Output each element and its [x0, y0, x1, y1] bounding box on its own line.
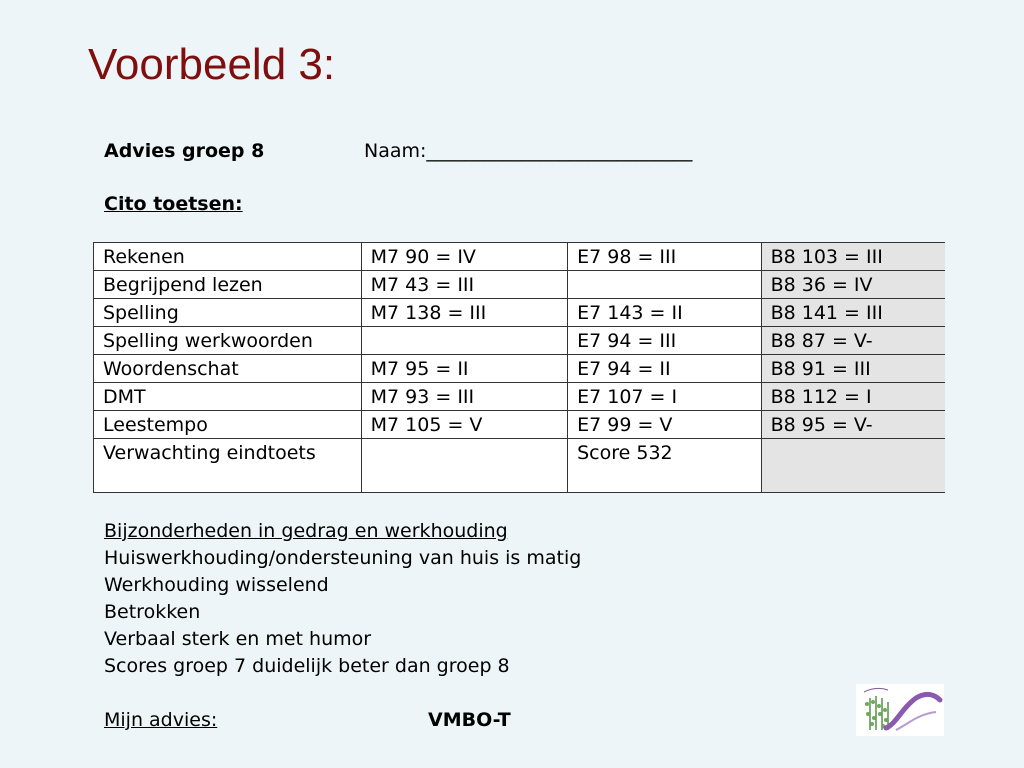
table-cell: Rekenen: [94, 243, 362, 271]
table-cell: B8 87 = V-: [761, 327, 945, 355]
table-row: [94, 299, 946, 327]
table-cell: E7 107 = I: [568, 383, 761, 411]
table-cell: DMT: [94, 383, 362, 411]
table-cell: B8 103 = III: [761, 243, 945, 271]
table-row: [94, 411, 946, 439]
table-cell: Verwachting eindtoets: [94, 439, 362, 493]
table-cell: [361, 327, 567, 355]
cito-table: [93, 242, 945, 493]
list-item: Betrokken: [104, 601, 201, 623]
advies-label: Mijn advies:: [104, 709, 218, 731]
table-cell: M7 105 = V: [361, 411, 567, 439]
table-cell: [568, 271, 761, 299]
table-cell: M7 138 = III: [361, 299, 567, 327]
table-cell: B8 141 = III: [761, 299, 945, 327]
table-row: [94, 383, 946, 411]
table-cell: Leestempo: [94, 411, 362, 439]
table-row: [94, 271, 946, 299]
table-cell: Begrijpend lezen: [94, 271, 362, 299]
cito-heading: Cito toetsen:: [104, 193, 243, 215]
list-item: Scores groep 7 duidelijk beter dan groep 8: [104, 655, 510, 677]
list-item: Werkhouding wisselend: [104, 574, 329, 596]
table-cell: E7 99 = V: [568, 411, 761, 439]
list-item: Verbaal sterk en met humor: [104, 628, 372, 650]
school-logo-icon: [856, 684, 944, 736]
table-row: [94, 327, 946, 355]
table-cell: Spelling werkwoorden: [94, 327, 362, 355]
table-cell: M7 90 = IV: [361, 243, 567, 271]
table-row: [94, 355, 946, 383]
table-cell: E7 94 = III: [568, 327, 761, 355]
table-cell: M7 95 = II: [361, 355, 567, 383]
table-cell: B8 91 = III: [761, 355, 945, 383]
table-cell: E7 98 = III: [568, 243, 761, 271]
table-row: [94, 439, 946, 493]
table-cell: Woordenschat: [94, 355, 362, 383]
advies-groep-heading: Advies groep 8: [104, 140, 265, 162]
table-cell: B8 112 = I: [761, 383, 945, 411]
table-cell: E7 94 = II: [568, 355, 761, 383]
table-cell: B8 36 = IV: [761, 271, 945, 299]
table-cell: Spelling: [94, 299, 362, 327]
table-cell: [361, 439, 567, 493]
table-cell: [761, 439, 945, 493]
bijzonderheden-heading: Bijzonderheden in gedrag en werkhouding: [104, 520, 508, 542]
advies-value: VMBO-T: [428, 709, 511, 731]
table-cell: Score 532: [568, 439, 761, 493]
list-item: Huiswerkhouding/ondersteuning van huis is matig: [104, 547, 582, 569]
table-cell: B8 95 = V-: [761, 411, 945, 439]
table-cell: E7 143 = II: [568, 299, 761, 327]
slide-title: Voorbeeld 3:: [88, 40, 336, 89]
table-cell: M7 93 = III: [361, 383, 567, 411]
table-cell: M7 43 = III: [361, 271, 567, 299]
table-row: [94, 243, 946, 271]
naam-field: Naam:____________________________: [364, 140, 693, 162]
